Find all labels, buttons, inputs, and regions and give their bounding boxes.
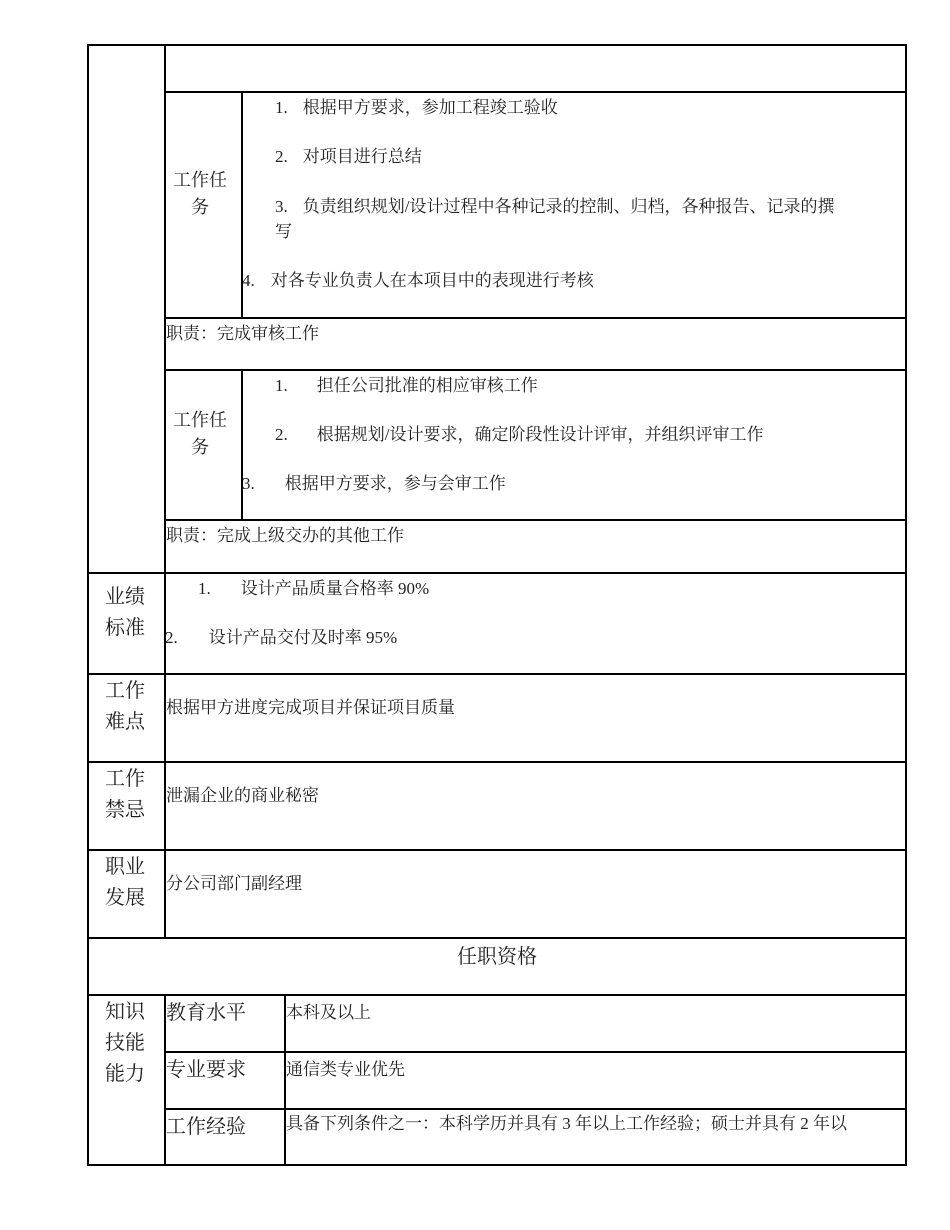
responsibility-review: 职责：完成审核工作 — [166, 324, 319, 343]
item-text: 设计产品交付及时率 95% — [208, 628, 398, 647]
row-divider — [164, 317, 907, 319]
item-text: 根据甲方要求，参加工程竣工验收 — [302, 98, 558, 117]
performance-label: 业绩标准 — [105, 586, 145, 639]
item-text: 对各专业负责人在本项目中的表现进行考核 — [270, 271, 594, 290]
item-text: 设计产品质量合格率 90% — [240, 579, 430, 598]
row-divider — [164, 1108, 907, 1110]
item-text: 担任公司批准的相应审核工作 — [316, 376, 538, 395]
item-number: 2. — [165, 628, 178, 647]
row-divider — [87, 673, 907, 675]
career-label: 职业发展 — [105, 856, 145, 909]
table-border-top — [87, 44, 907, 46]
experience-key: 工作经验 — [166, 1116, 246, 1138]
row-divider — [164, 519, 907, 521]
task-group-1-label: 工作任务 — [173, 170, 227, 217]
table-border-left — [87, 44, 89, 1166]
task-group-2-label: 工作任务 — [173, 410, 227, 457]
task-1-3-continued: 写 — [275, 222, 292, 241]
taboo-label: 工作禁忌 — [105, 768, 145, 821]
item-number: 4. — [242, 271, 255, 290]
education-value: 本科及以上 — [286, 1003, 371, 1022]
task-1-4 — [242, 270, 594, 292]
difficulty-label: 工作难点 — [105, 680, 145, 733]
row-divider — [164, 369, 907, 371]
table-border-bottom — [87, 1164, 907, 1166]
task-1-3 — [275, 196, 834, 218]
item-number: 1. — [275, 98, 288, 117]
row-divider — [87, 572, 907, 574]
item-number: 1. — [198, 579, 211, 598]
item-number: 3. — [242, 474, 255, 493]
table-border-right — [905, 44, 907, 1166]
item-text: 对项目进行总结 — [302, 147, 422, 166]
item-text: 根据甲方要求，参与会审工作 — [284, 474, 506, 493]
performance-item-2 — [165, 627, 397, 649]
row-divider — [87, 994, 907, 996]
column-divider — [241, 369, 243, 520]
row-divider — [164, 91, 907, 93]
task-2-3 — [242, 473, 506, 495]
item-number: 2. — [275, 147, 288, 166]
row-divider — [164, 1051, 907, 1053]
performance-item-1 — [198, 578, 429, 600]
row-divider — [87, 849, 907, 851]
task-1-2 — [275, 146, 422, 168]
item-number: 2. — [275, 425, 288, 444]
qualification-group-label: 知识技能能力 — [105, 1001, 145, 1085]
experience-value: 具备下列条件之一：本科学历并具有 3 年以上工作经验；硕士并具有 2 年以 — [286, 1114, 847, 1133]
qualification-title: 任职资格 — [457, 946, 537, 968]
item-text: 根据规划/设计要求，确定阶段性设计评审，并组织评审工作 — [316, 425, 764, 444]
task-1-1 — [275, 97, 558, 119]
major-key: 专业要求 — [166, 1059, 246, 1081]
difficulty-text: 根据甲方进度完成项目并保证项目质量 — [166, 698, 455, 717]
taboo-text: 泄漏企业的商业秘密 — [166, 786, 319, 805]
responsibility-other: 职责：完成上级交办的其他工作 — [166, 526, 404, 545]
row-divider — [87, 761, 907, 763]
task-2-2 — [275, 424, 763, 446]
education-key: 教育水平 — [166, 1002, 246, 1024]
career-text: 分公司部门副经理 — [166, 874, 302, 893]
major-value: 通信类专业优先 — [286, 1060, 405, 1079]
item-number: 3. — [275, 197, 288, 216]
item-number: 1. — [275, 376, 288, 395]
item-text: 负责组织规划/设计过程中各种记录的控制、归档，各种报告、记录的撰 — [302, 197, 835, 216]
task-2-1 — [275, 375, 538, 397]
row-divider — [87, 937, 907, 939]
